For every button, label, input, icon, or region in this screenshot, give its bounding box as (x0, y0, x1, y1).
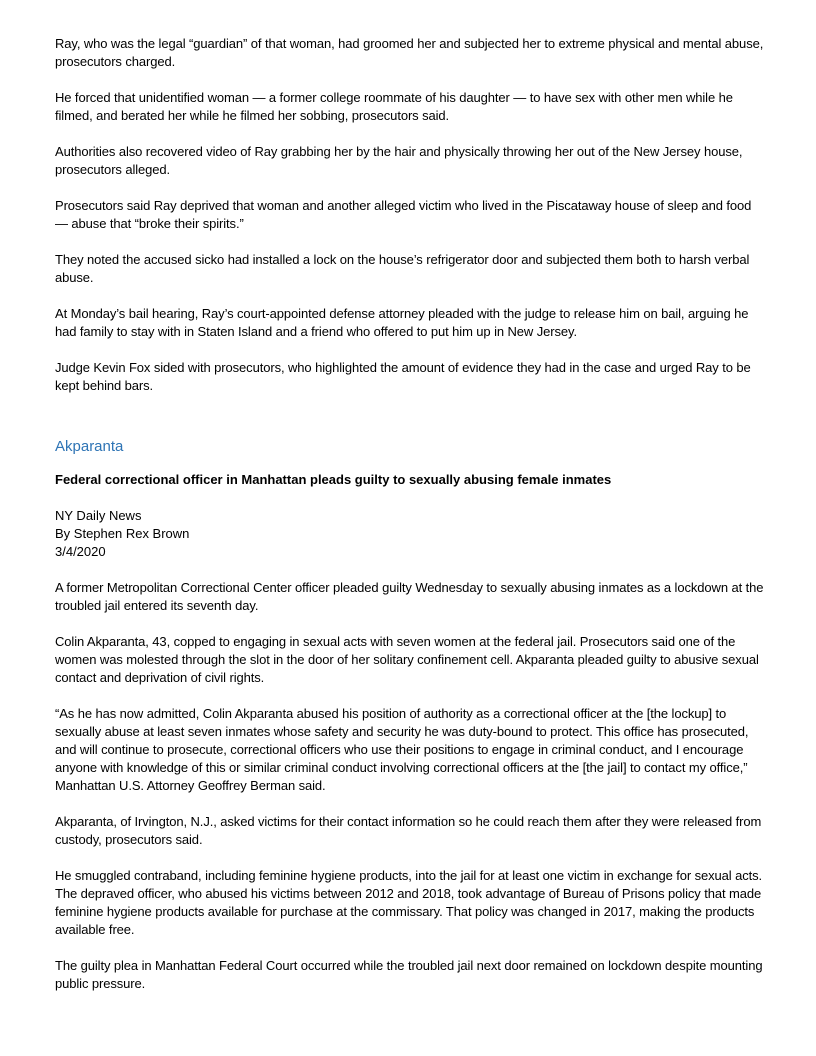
paragraph: A former Metropolitan Correctional Center officer pleaded guilty Wednesday to sexually abusing inmates as a lockdown at the troubled jail entered its seventh day. (55, 580, 764, 613)
paragraph: He forced that unidentified woman — a former college roommate of his daughter — to have sex with other men while he filmed, and berated her while he filmed her sobbing, prosecutors said. (55, 90, 733, 123)
article-title: Federal correctional officer in Manhattan pleads guilty to sexually abusing female inmates (55, 472, 612, 487)
paragraph: The guilty plea in Manhattan Federal Court occurred while the troubled jail next door remained on lockdown despite mounting public pressure. (55, 958, 763, 991)
section-heading: Akparanta (55, 438, 124, 455)
article-source: NY Daily News (55, 508, 142, 523)
previous-article-body (55, 35, 765, 395)
article-byline: By Stephen Rex Brown (55, 526, 190, 541)
paragraph: Colin Akparanta, 43, copped to engaging in sexual acts with seven women at the federal jail. Prosecutors said one of the women was molested through the slot in the door of her solitary confinement cell. Akparanta pleaded guilty to abusive sexual contact and deprivation of civil rights. (55, 634, 759, 685)
article-body (55, 579, 765, 993)
paragraph: Akparanta, of Irvington, N.J., asked victims for their contact information so he could reach them after they were released from custody, prosecutors said. (55, 814, 762, 847)
document-page (55, 35, 765, 1011)
article-date: 3/4/2020 (55, 544, 106, 559)
paragraph: “As he has now admitted, Colin Akparanta abused his position of authority as a correctional officer at the [the lockup] to sexually abuse at least seven inmates whose safety and security he was duty-bound to protect. This office has prosecuted, and will continue to prosecute, correctional officers who use their positions to engage in criminal conduct, and I encourage anyone with knowledge of this or similar criminal conduct involving correctional officers at the [the jail] to contact my office,” Manhattan U.S. Attorney Geoffrey Berman said. (55, 706, 749, 793)
paragraph: Ray, who was the legal “guardian” of that woman, had groomed her and subjected her to extreme physical and mental abuse, prosecutors charged. (55, 36, 764, 69)
paragraph: Authorities also recovered video of Ray grabbing her by the hair and physically throwing her out of the New Jersey house, prosecutors alleged. (55, 144, 743, 177)
article-meta (55, 507, 765, 561)
paragraph: They noted the accused sicko had installed a lock on the house’s refrigerator door and subjected them both to harsh verbal abuse. (55, 252, 750, 285)
paragraph: Judge Kevin Fox sided with prosecutors, who highlighted the amount of evidence they had in the case and urged Ray to be kept behind bars. (55, 360, 751, 393)
paragraph: At Monday’s bail hearing, Ray’s court-appointed defense attorney pleaded with the judge to release him on bail, arguing he had family to stay with in Staten Island and a friend who offered to put him up in New Jersey. (55, 306, 749, 339)
paragraph: Prosecutors said Ray deprived that woman and another alleged victim who lived in the Piscataway house of sleep and food — abuse that “broke their spirits.” (55, 198, 752, 231)
paragraph: He smuggled contraband, including feminine hygiene products, into the jail for at least one victim in exchange for sexual acts. The depraved officer, who abused his victims between 2012 and 2018, took advantage of Bureau of Prisons policy that made feminine hygiene products available for purchase at the commissary. That policy was changed in 2017, making the products available free. (55, 868, 763, 937)
